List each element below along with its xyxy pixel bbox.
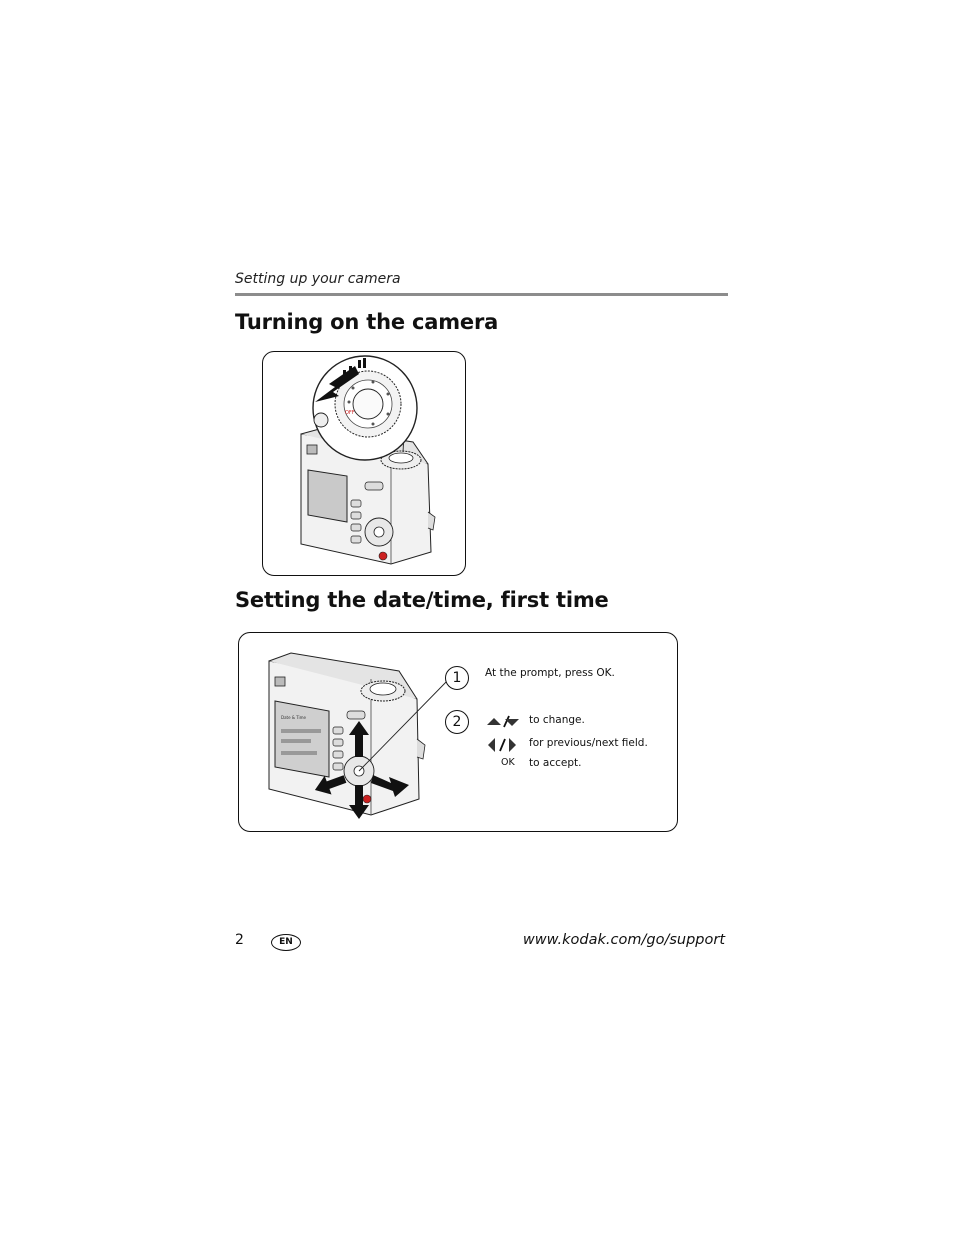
header-rule — [235, 293, 728, 296]
left-right-arrows-icon — [485, 737, 521, 753]
running-head: Setting up your camera — [235, 271, 401, 287]
language-badge: EN — [271, 934, 301, 951]
date-time-figure — [238, 632, 678, 832]
step-1-text: At the prompt, press OK. — [485, 667, 615, 679]
camera-dpad-illustration — [259, 639, 459, 835]
step-2-change-text: to change. — [529, 714, 585, 726]
svg-text:Date & Time: Date & Time — [281, 715, 307, 720]
heading-turning-on: Turning on the camera — [235, 310, 499, 334]
turning-on-figure — [262, 351, 466, 576]
step-2-field-text: for previous/next field. — [529, 737, 648, 749]
page-number: 2 — [235, 932, 244, 948]
step-2-marker: 2 — [445, 710, 469, 734]
heading-date-time: Setting the date/time, first time — [235, 588, 609, 612]
up-down-arrows-icon — [485, 715, 521, 729]
camera-mode-dial-illustration — [263, 352, 467, 577]
step-2-accept-text: to accept. — [529, 757, 582, 769]
ok-button: OK — [501, 757, 515, 768]
support-url: www.kodak.com/go/support — [522, 932, 725, 948]
svg-text:OFF: OFF — [345, 410, 355, 416]
step-1-marker: 1 — [445, 666, 469, 690]
